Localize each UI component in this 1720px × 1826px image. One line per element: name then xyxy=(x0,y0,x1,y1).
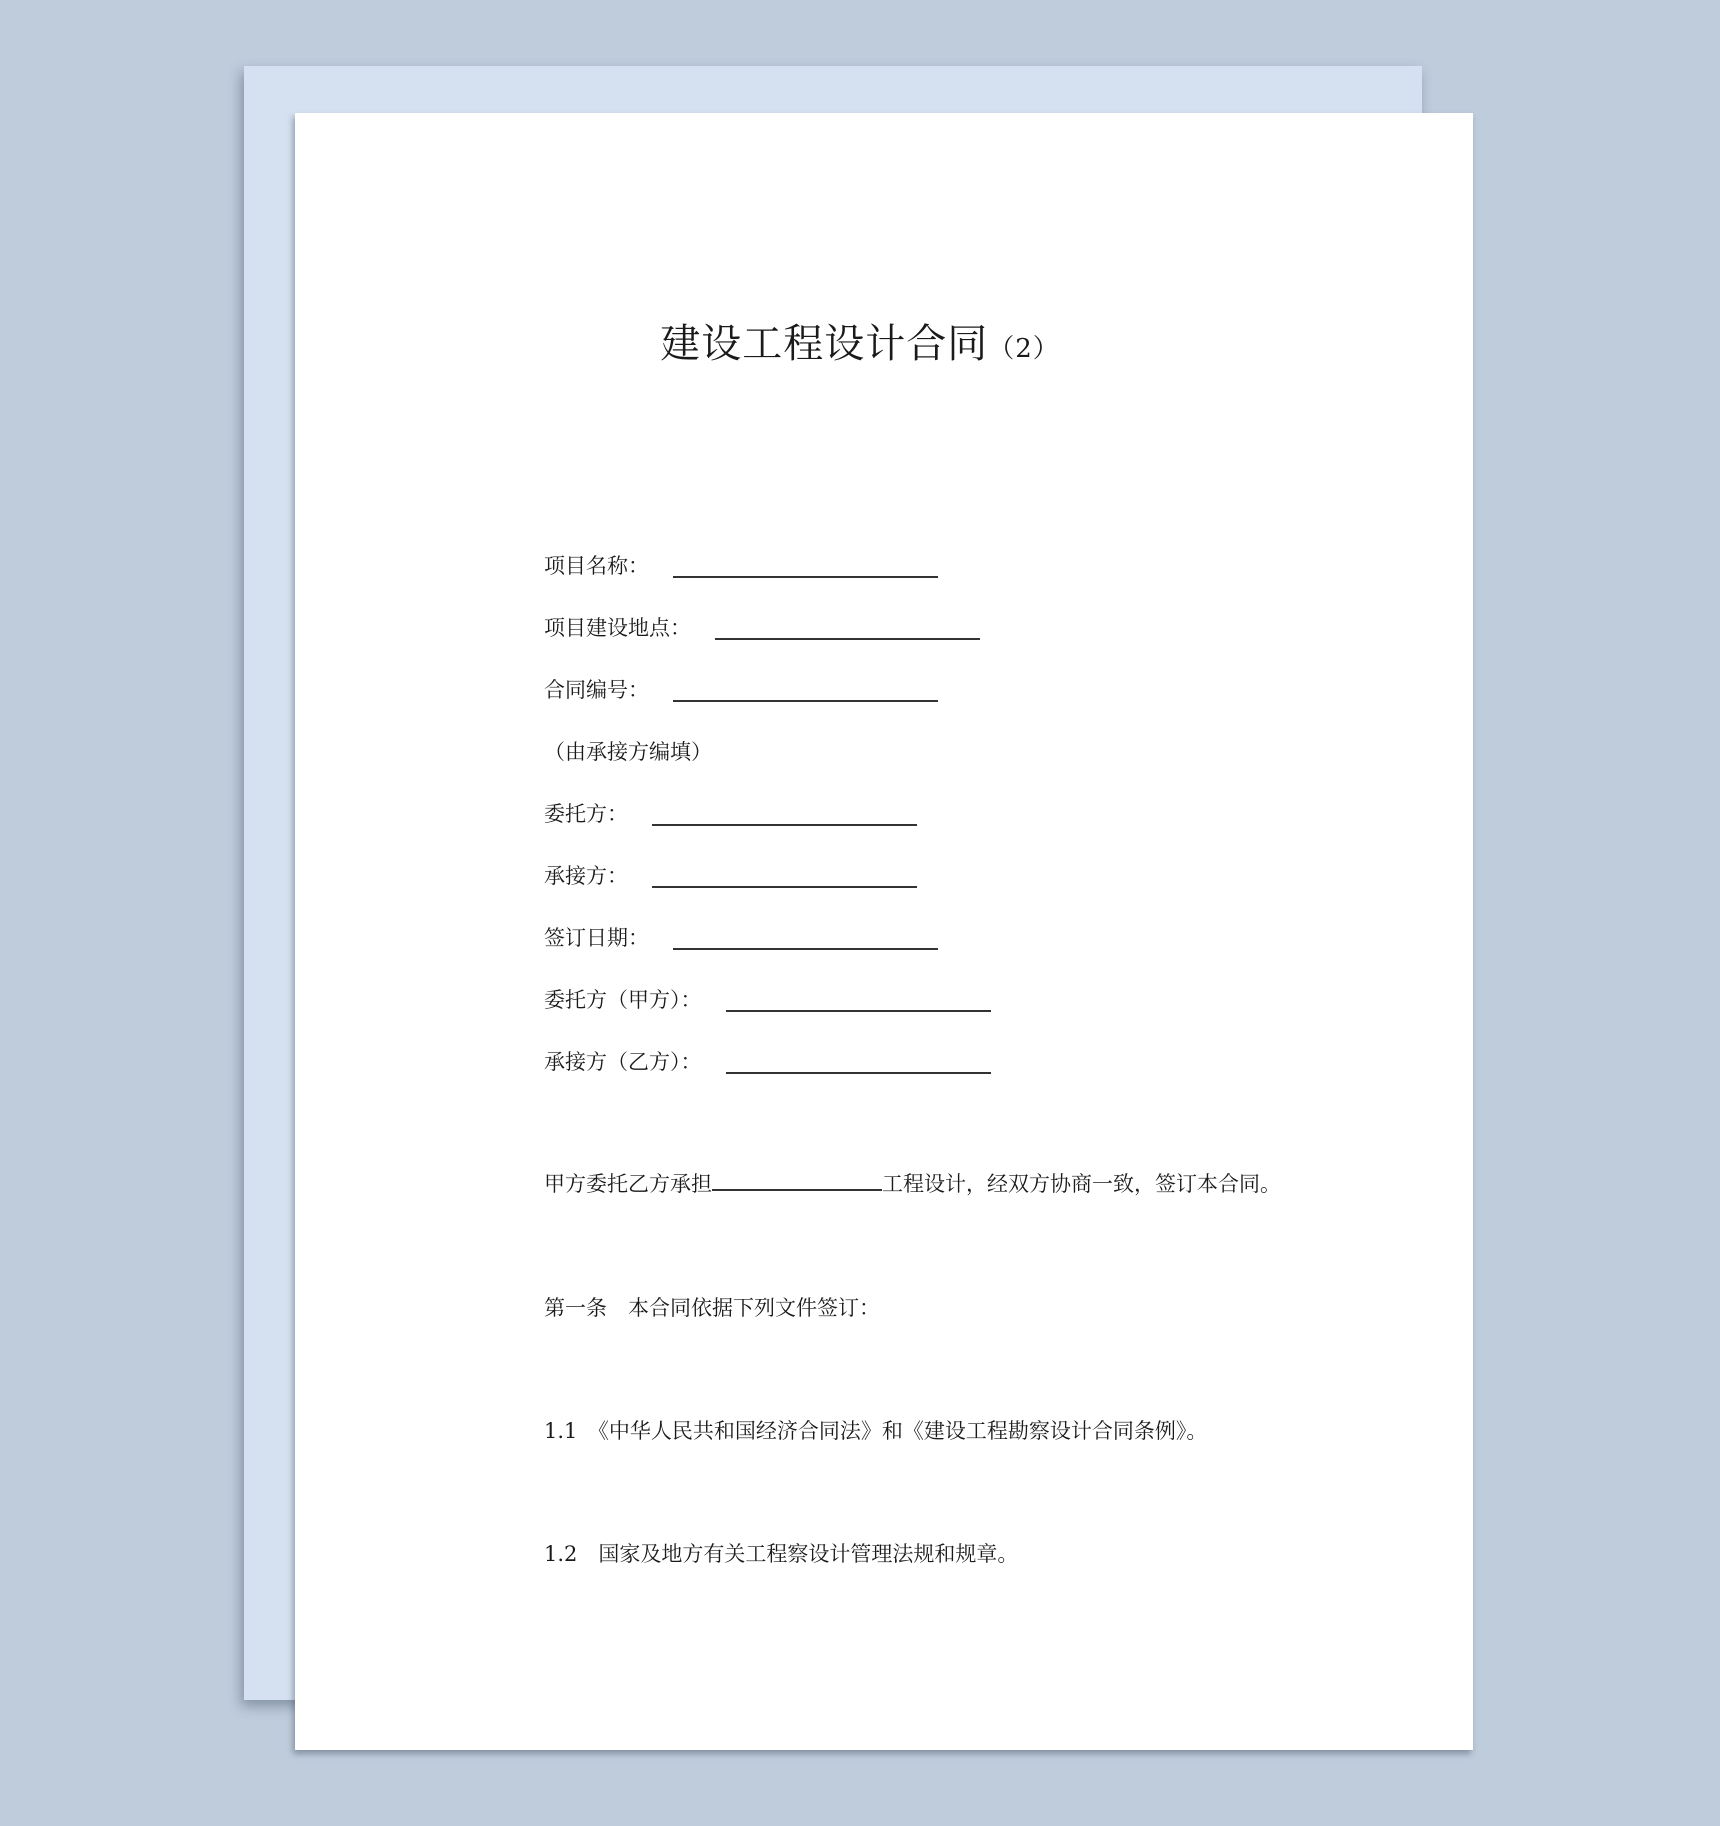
title-text: 建设工程设计合同 xyxy=(660,321,989,367)
fill-in-line[interactable] xyxy=(715,637,980,640)
fill-in-line[interactable] xyxy=(726,1009,991,1012)
field-label: 承接方： xyxy=(544,864,628,888)
field-label: 委托方： xyxy=(544,802,628,826)
fill-in-line[interactable] xyxy=(673,699,938,702)
article-item-1-1: 1.1 《中华人民共和国经济合同法》和《建设工程勘察设计合同条例》。 xyxy=(544,1419,1208,1443)
field-project-location xyxy=(544,612,980,642)
field-contract-number xyxy=(544,674,938,704)
title-suffix: （2） xyxy=(988,334,1060,364)
article-item-1-2: 1.2 国家及地方有关工程察设计管理法规和规章。 xyxy=(544,1542,1019,1566)
intro-after: 工程设计，经双方协商一致，签订本合同。 xyxy=(882,1172,1281,1196)
project-blank-line[interactable] xyxy=(712,1171,882,1191)
field-client xyxy=(544,798,917,828)
article-1-heading: 第一条 本合同依据下列文件签订： xyxy=(544,1296,880,1320)
field-project-name xyxy=(544,550,938,580)
field-label: 项目建设地点： xyxy=(544,616,691,640)
note-filled-by-contractor xyxy=(544,736,712,766)
field-signing-date xyxy=(544,922,938,952)
fill-in-line[interactable] xyxy=(673,947,938,950)
note-text: （由承接方编填） xyxy=(544,740,712,764)
intro-before: 甲方委托乙方承担 xyxy=(544,1172,712,1196)
field-label: 合同编号： xyxy=(544,678,649,702)
field-party-a xyxy=(544,984,991,1014)
fill-in-line[interactable] xyxy=(673,575,938,578)
fill-in-line[interactable] xyxy=(652,885,917,888)
document-title xyxy=(0,312,1720,369)
fill-in-line[interactable] xyxy=(652,823,917,826)
field-contractor xyxy=(544,860,917,890)
intro-paragraph xyxy=(544,1168,1281,1198)
field-label: 项目名称： xyxy=(544,554,649,578)
field-label: 承接方（乙方）： xyxy=(544,1050,702,1074)
field-label: 委托方（甲方）： xyxy=(544,988,702,1012)
field-party-b xyxy=(544,1046,991,1076)
fill-in-line[interactable] xyxy=(726,1071,991,1074)
field-label: 签订日期： xyxy=(544,926,649,950)
